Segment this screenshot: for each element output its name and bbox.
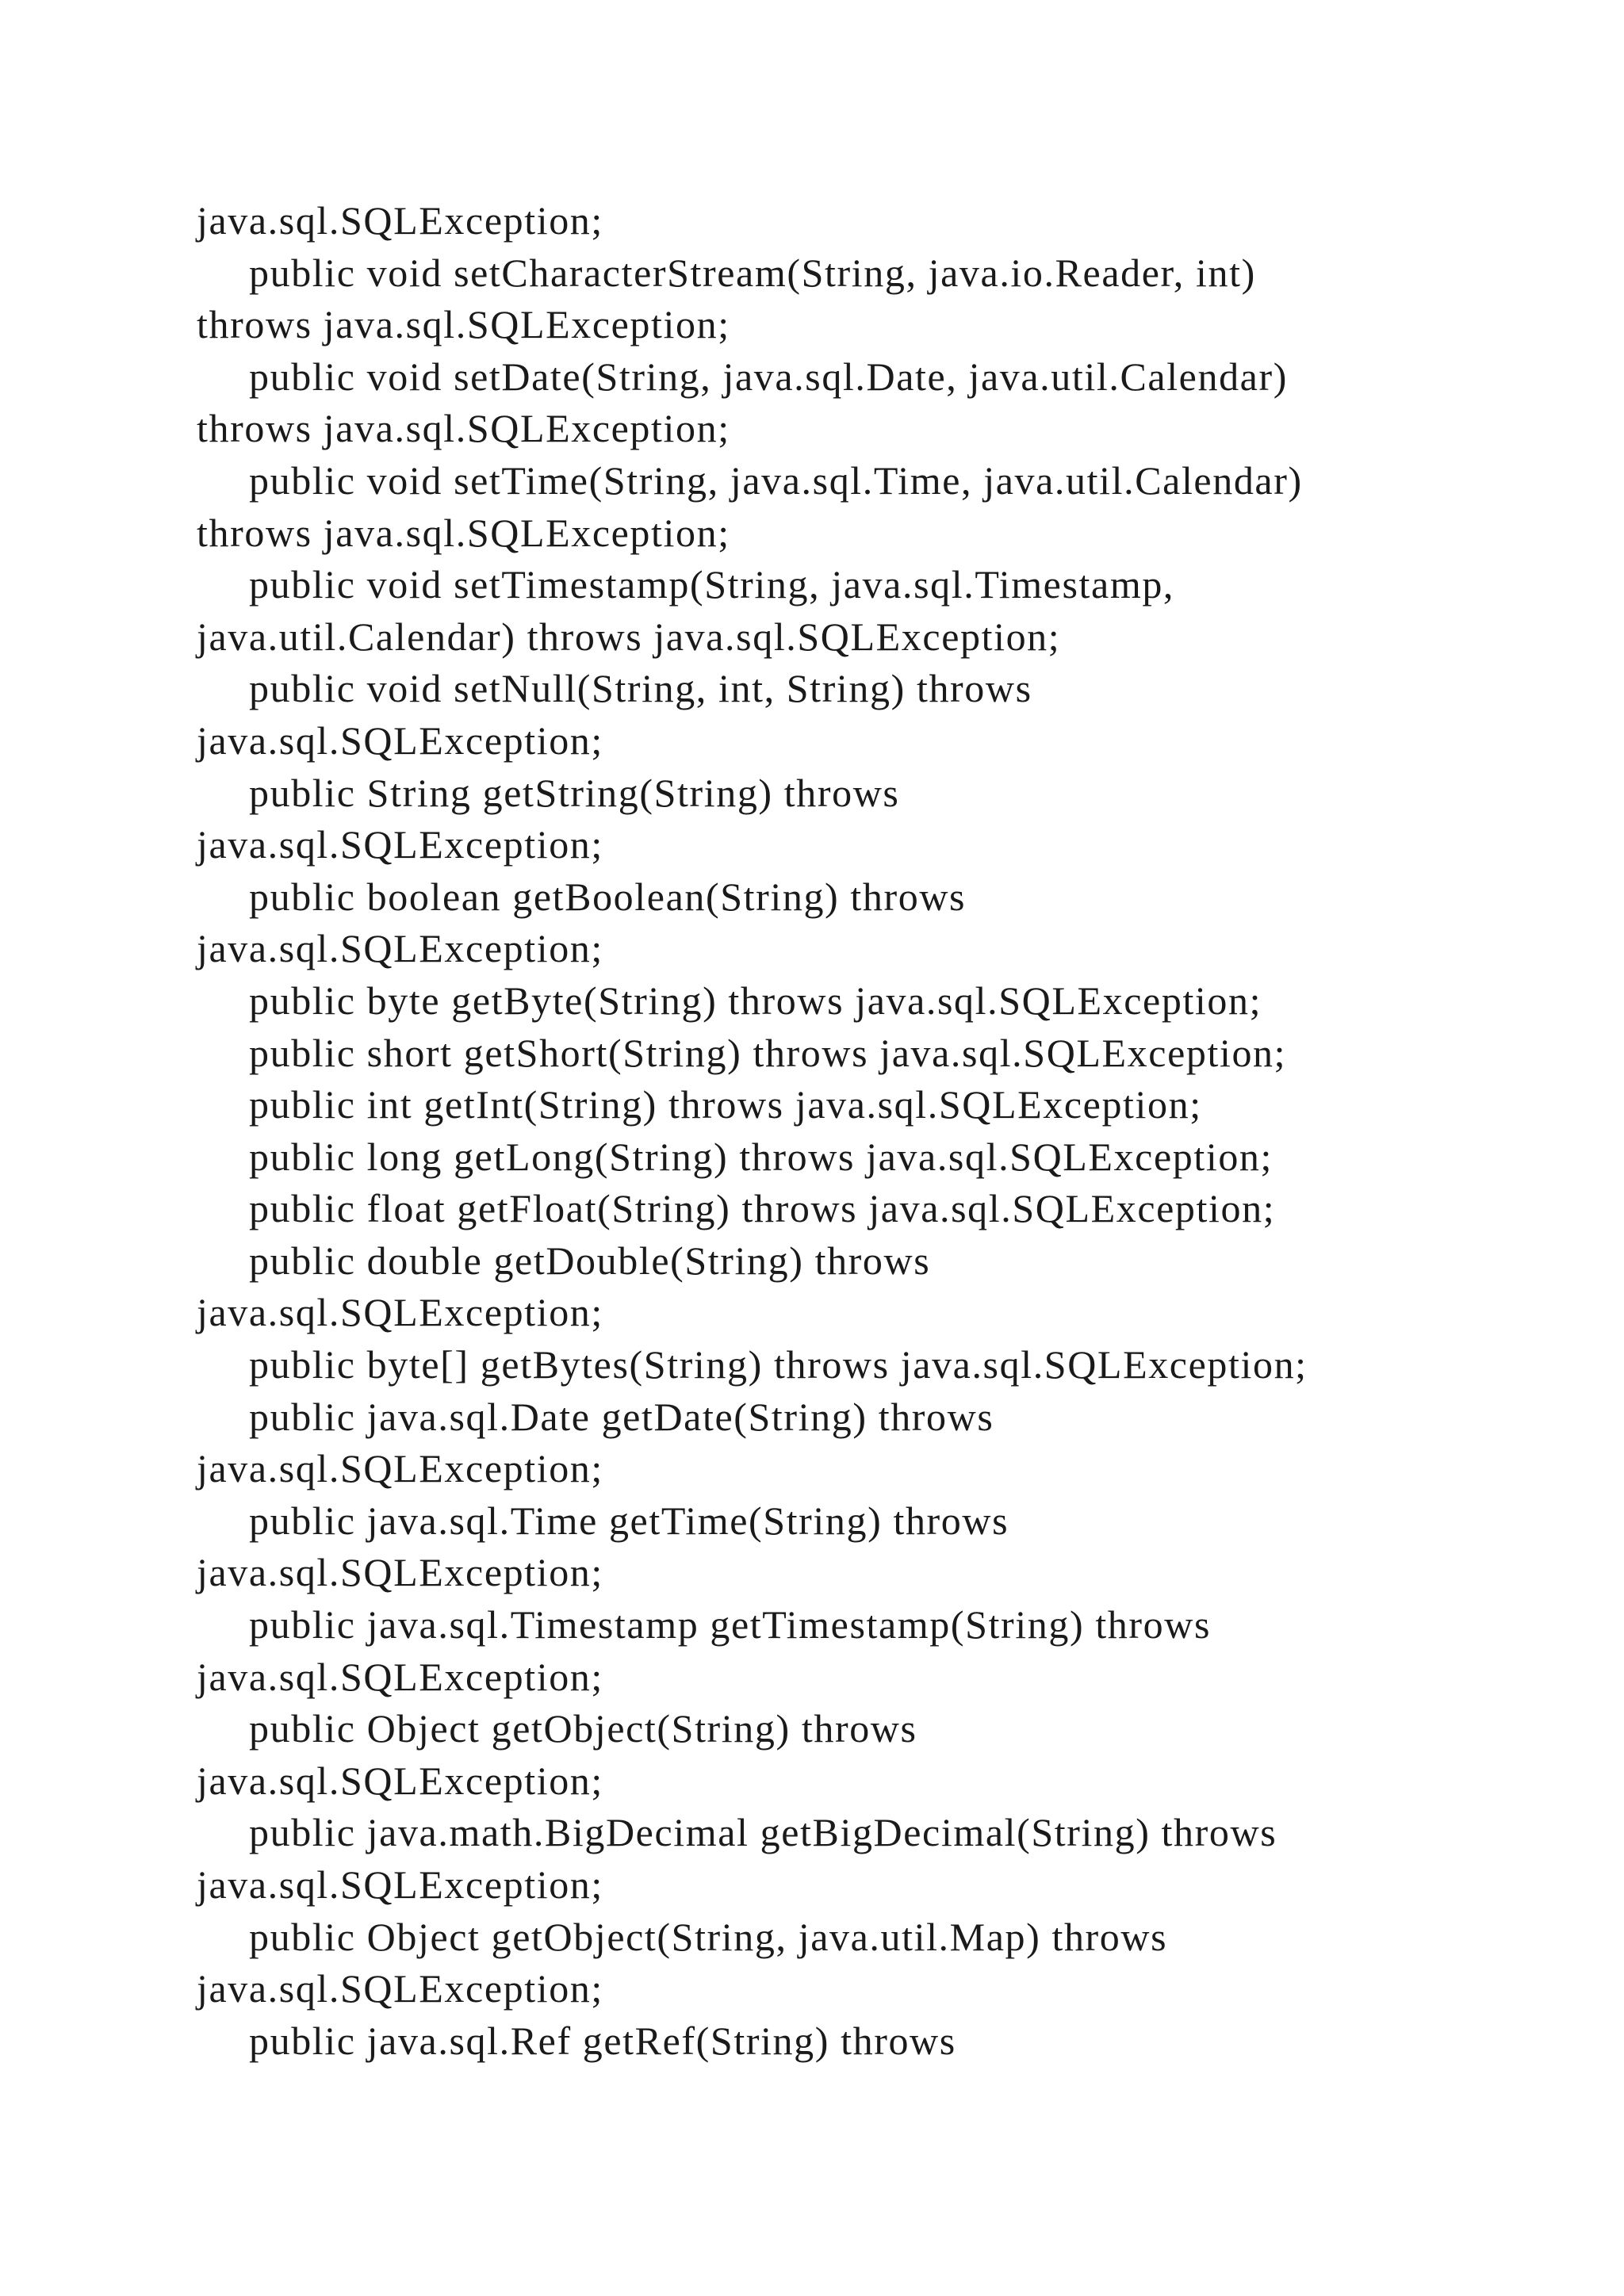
text-line: public float getFloat(String) throws java.sql.SQLException;: [249, 1186, 1276, 1231]
text-line: public java.math.BigDecimal getBigDecimal(String) throws: [249, 1810, 1277, 1855]
text-line: public byte getByte(String) throws java.sql.SQLException;: [249, 978, 1262, 1023]
text-line: public String getString(String) throws: [249, 770, 900, 815]
text-line: public byte[] getBytes(String) throws java.sql.SQLException;: [249, 1342, 1308, 1387]
text-line: throws java.sql.SQLException;: [197, 406, 730, 451]
text-line: public java.sql.Time getTime(String) throws: [249, 1498, 1009, 1543]
text-line: public void setTimestamp(String, java.sql.Timestamp,: [249, 562, 1175, 607]
text-line: public double getDouble(String) throws: [249, 1238, 931, 1283]
text-line: public void setDate(String, java.sql.Date, java.util.Calendar): [249, 354, 1288, 399]
text-line: public int getInt(String) throws java.sql.SQLException;: [249, 1082, 1202, 1127]
text-line: java.sql.SQLException;: [197, 1446, 603, 1491]
document-body: [197, 195, 1481, 2067]
text-line: public short getShort(String) throws java.sql.SQLException;: [249, 1030, 1287, 1075]
text-line: public java.sql.Ref getRef(String) throws: [249, 2018, 956, 2063]
text-line: java.sql.SQLException;: [197, 1758, 603, 1803]
text-line: public java.sql.Date getDate(String) throws: [249, 1394, 994, 1439]
text-line: public java.sql.Timestamp getTimestamp(String) throws: [249, 1602, 1212, 1647]
text-line: public long getLong(String) throws java.sql.SQLException;: [249, 1134, 1274, 1179]
text-line: java.util.Calendar) throws java.sql.SQLException;: [197, 614, 1061, 659]
text-line: public void setCharacterStream(String, java.io.Reader, int): [249, 250, 1256, 295]
text-line: java.sql.SQLException;: [197, 822, 603, 867]
text-line: java.sql.SQLException;: [197, 718, 603, 763]
text-line: java.sql.SQLException;: [197, 1966, 603, 2011]
text-line: throws java.sql.SQLException;: [197, 302, 730, 347]
text-line: java.sql.SQLException;: [197, 1862, 603, 1907]
text-line: java.sql.SQLException;: [197, 1654, 603, 1699]
text-line: public void setNull(String, int, String) throws: [249, 666, 1032, 711]
text-line: public void setTime(String, java.sql.Time, java.util.Calendar): [249, 457, 1303, 503]
text-line: java.sql.SQLException;: [197, 926, 603, 971]
text-line: throws java.sql.SQLException;: [197, 510, 730, 555]
text-line: java.sql.SQLException;: [197, 1550, 603, 1595]
text-line: public Object getObject(String, java.util.Map) throws: [249, 1914, 1168, 1959]
text-line: public boolean getBoolean(String) throws: [249, 874, 967, 919]
text-line: java.sql.SQLException;: [197, 198, 603, 243]
text-line: public Object getObject(String) throws: [249, 1706, 917, 1751]
text-line: java.sql.SQLException;: [197, 1290, 603, 1335]
